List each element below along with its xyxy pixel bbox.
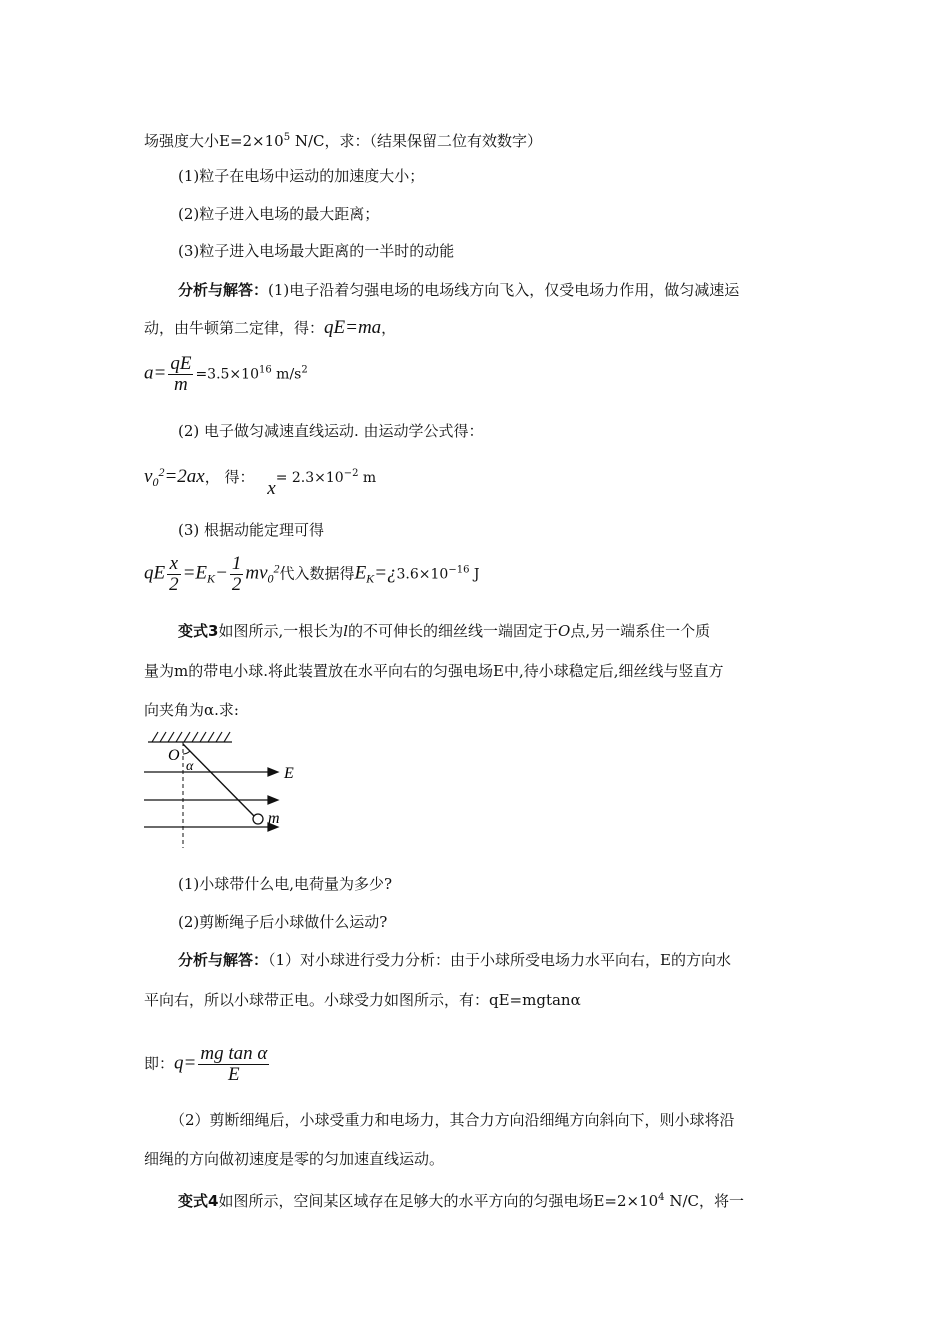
label-m: m <box>268 810 280 827</box>
fraction: $\frac{x}{2}$ <box>169 553 179 595</box>
ball <box>253 814 263 824</box>
fraction: $\frac{qE}{m}$ <box>170 353 192 395</box>
variant-question-1: (1)小球带什么电,电荷量为多少? <box>178 875 393 893</box>
variant-answer-2-line2: 细绳的方向做初速度是零的匀加速直线运动。 <box>144 1150 445 1168</box>
equation-newton: qE=ma <box>324 317 382 338</box>
equation-distance: $v_0^2=2ax$， 得： $x= 2.3\times 10^{-2}$ m <box>144 465 377 499</box>
answer-label: 分析与解答： <box>178 281 269 299</box>
variant-3-line1: 变式3如图所示,一根长为l的不可伸长的细丝线一端固定于O点,另一端系住一个质 <box>178 622 711 640</box>
label-e: E <box>284 765 294 782</box>
answer-label: 分析与解答： <box>178 951 269 969</box>
variant-label: 变式4 <box>178 1192 219 1210</box>
equation-acceleration: a= $\frac{qE}{m}$ $=3.5\times 10^{16}$ $m/s^2$ <box>144 353 308 395</box>
label-alpha: α <box>186 759 194 774</box>
equation-charge: 即：q= $\frac{\text{mg tan α}}{E}$ <box>144 1043 268 1085</box>
variant-answer-2-line1: （2）剪断细绳后，小球受重力和电场力，其合力方向沿细绳方向斜向下，则小球将沿 <box>170 1111 735 1129</box>
question-3: (3)粒子进入电场最大距离的一半时的动能 <box>178 242 455 260</box>
angle-arc <box>183 751 190 754</box>
fraction: $\frac{1}{2}$ <box>231 553 242 595</box>
variant-question-2: (2)剪断绳子后小球做什么运动? <box>178 913 388 931</box>
equation-kinetic-energy: qE $\frac{x}{2}$ $=E_K-$ $\frac{1}{2}$ $mv_0^2$代入数据得$E_K=¿3.6\times 10^{-16}$ J <box>144 553 480 595</box>
ceiling-hatch <box>148 732 232 742</box>
variant-3-line3: 向夹角为α.求: <box>144 701 239 719</box>
pendulum-figure <box>140 730 310 850</box>
answer-1-line1: 分析与解答：(1)电子沿着匀强电场的电场线方向飞入，仅受电场力作用，做匀减速运 <box>178 281 740 299</box>
question-1: (1)粒子在电场中运动的加速度大小； <box>178 167 425 185</box>
variant-answer-1-line2: 平向右，所以小球带正电。小球受力如图所示，有：qE=mgtanα <box>144 991 581 1009</box>
answer-2: (2) 电子做匀减速直线运动. 由运动学公式得： <box>178 422 484 440</box>
fraction: $\frac{\text{mg tan α}}{E}$ <box>200 1043 268 1085</box>
variant-3-line2: 量为m的带电小球.将此装置放在水平向右的匀强电场E中,待小球稳定后,细丝线与竖直方 <box>144 662 724 680</box>
variant-4-line1: 变式4如图所示，空间某区域存在足够大的水平方向的匀强电场$E=2\times 10^4$ N/C，将一 <box>178 1192 744 1210</box>
answer-1-line2: 动，由牛顿第二定律，得：qE=ma， <box>144 317 397 338</box>
variant-answer-1-line1: 分析与解答：（1）对小球进行受力分析：由于小球所受电场力水平向右，E的方向水 <box>178 951 732 969</box>
variant-label: 变式3 <box>178 622 219 640</box>
answer-3: (3) 根据动能定理可得 <box>178 521 325 539</box>
para-field-strength: 场强度大小$E=2\times 10^5$ N/C，求：（结果保留二位有效数字） <box>144 132 543 150</box>
string <box>183 744 254 816</box>
question-2: (2)粒子进入电场的最大距离； <box>178 205 380 223</box>
label-o: O <box>168 747 180 764</box>
